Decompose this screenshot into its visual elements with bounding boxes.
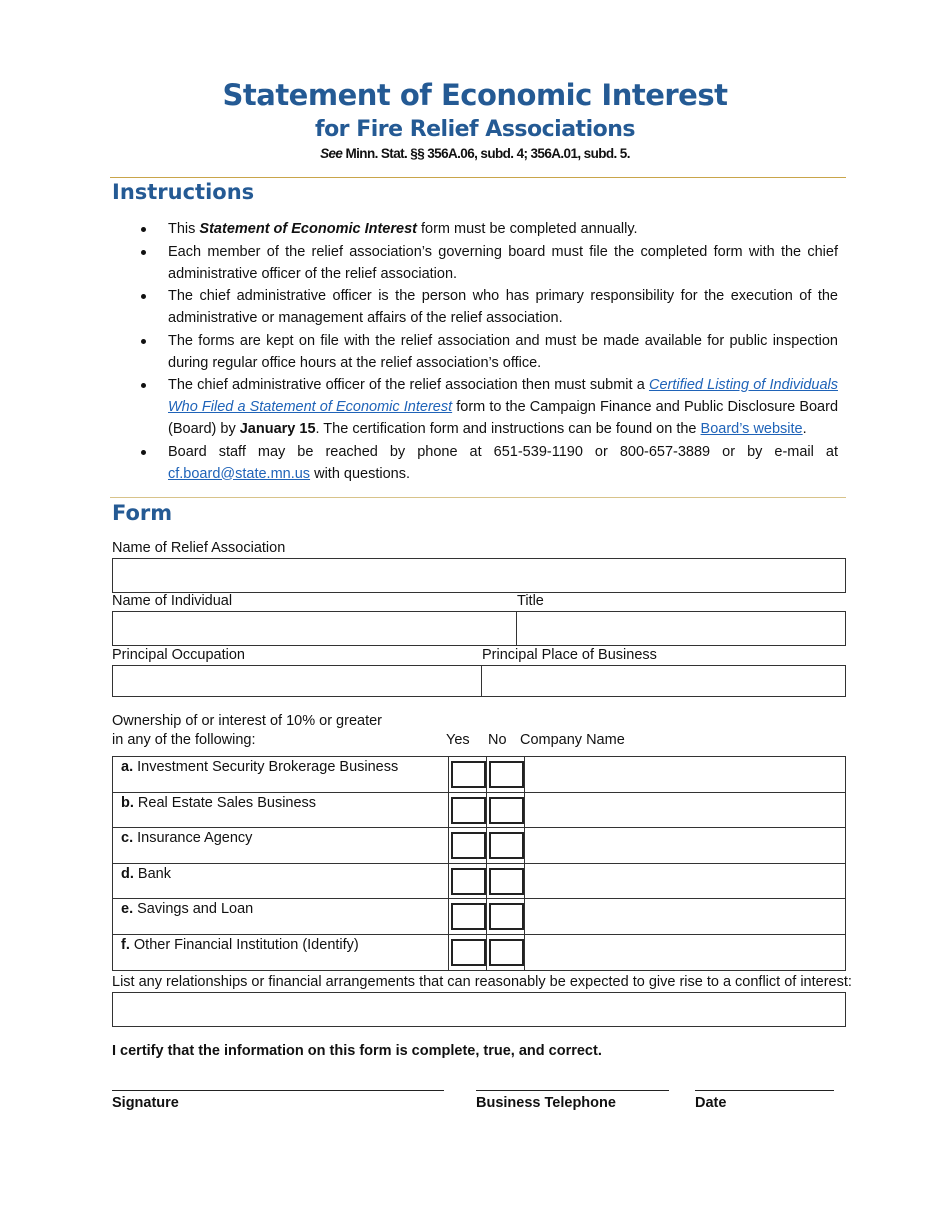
- statute-citation: [0, 146, 950, 161]
- yes-cell: [449, 757, 487, 793]
- row-label: [113, 757, 449, 793]
- title-label: Title: [517, 593, 544, 609]
- item-text: Board staff may be reached by phone at 651-539-1190 or 800-657-3889 or by e-mail at: [168, 443, 838, 460]
- row-letter: c.: [121, 830, 134, 847]
- list-item: [112, 218, 838, 240]
- conflict-of-interest-field[interactable]: [112, 992, 846, 1027]
- document-subtitle: for Fire Relief Associations: [315, 117, 635, 142]
- citation-text: Minn. Stat. §§ 356A.06, subd. 4; 356A.01, subd. 5.: [342, 146, 630, 161]
- row-label: [113, 934, 449, 970]
- bullet-icon: [141, 450, 146, 455]
- item-text: .: [802, 421, 807, 437]
- relief-association-field[interactable]: [112, 558, 846, 593]
- row-letter: a.: [121, 759, 134, 775]
- no-checkbox[interactable]: [489, 797, 524, 824]
- row-text: Investment Security Brokerage Business: [133, 759, 399, 775]
- no-checkbox[interactable]: [489, 832, 524, 859]
- form-name-emphasis: Statement of Economic Interest: [199, 221, 417, 237]
- date-line[interactable]: [695, 1090, 834, 1091]
- item-text: with questions.: [310, 465, 411, 482]
- no-column-header: No: [488, 732, 507, 748]
- list-item: [112, 441, 838, 485]
- list-item: [112, 374, 838, 440]
- row-text: Insurance Agency: [133, 830, 253, 847]
- bullet-icon: [141, 339, 146, 344]
- ownership-label-line1: Ownership of or interest of 10% or greater: [112, 713, 382, 729]
- row-label: [113, 863, 449, 899]
- yes-checkbox[interactable]: [451, 761, 486, 788]
- telephone-label: Business Telephone: [476, 1095, 616, 1111]
- no-checkbox[interactable]: [489, 903, 524, 930]
- row-text: Savings and Loan: [133, 901, 254, 918]
- company-name-field[interactable]: [525, 934, 846, 970]
- row-label: [113, 828, 449, 864]
- yes-column-header: Yes: [446, 732, 470, 748]
- document-title: Statement of Economic Interest: [222, 78, 728, 112]
- item-text: The chief administrative officer of the relief association then must submit a: [168, 377, 649, 393]
- certification-statement: I certify that the information on this form is complete, true, and correct.: [112, 1043, 602, 1059]
- yes-checkbox[interactable]: [451, 797, 486, 824]
- occupation-field[interactable]: [112, 665, 483, 697]
- no-cell: [487, 757, 525, 793]
- company-name-field[interactable]: [525, 792, 846, 828]
- list-item: [112, 285, 838, 329]
- telephone-line[interactable]: [476, 1090, 669, 1091]
- item-text: The forms are kept on file with the relief association and must be made available for public inspection during regular office hours at the relief association’s office.: [168, 332, 838, 371]
- title-field[interactable]: [516, 611, 846, 646]
- row-label: [113, 792, 449, 828]
- date-label: Date: [695, 1095, 727, 1111]
- yes-checkbox[interactable]: [451, 832, 486, 859]
- company-name-field[interactable]: [525, 757, 846, 793]
- individual-label: Name of Individual: [112, 593, 233, 609]
- bullet-icon: [141, 383, 146, 388]
- no-cell: [487, 828, 525, 864]
- instructions-heading: Instructions: [112, 180, 255, 204]
- no-checkbox[interactable]: [489, 939, 524, 966]
- conflict-of-interest-label: List any relationships or financial arrangements that can reasonably be expected to give rise to a conflict of interest:: [112, 974, 852, 990]
- yes-checkbox[interactable]: [451, 903, 486, 930]
- email-link[interactable]: cf.board@state.mn.us: [168, 465, 311, 482]
- yes-cell: [449, 934, 487, 970]
- item-text: Each member of the relief association’s governing board must file the completed form with the chief administrative officer of the relief association.: [168, 243, 838, 282]
- no-cell: [487, 863, 525, 899]
- no-cell: [487, 934, 525, 970]
- place-of-business-field[interactable]: [481, 665, 846, 697]
- table-row: [113, 792, 846, 828]
- citation-prefix: See: [320, 146, 343, 161]
- list-item: [112, 241, 838, 285]
- company-name-field[interactable]: [525, 863, 846, 899]
- item-text: . The certification form and instructions can be found on the: [315, 421, 701, 437]
- no-cell: [487, 899, 525, 935]
- no-cell: [487, 792, 525, 828]
- yes-checkbox[interactable]: [451, 868, 486, 895]
- signature-line[interactable]: [112, 1090, 444, 1091]
- bullet-icon: [141, 294, 146, 299]
- row-text: Bank: [133, 865, 171, 882]
- yes-cell: [449, 899, 487, 935]
- row-letter: f.: [121, 936, 130, 953]
- company-name-field[interactable]: [525, 899, 846, 935]
- ownership-table: [112, 756, 846, 971]
- instructions-list: [112, 218, 838, 485]
- table-row: [113, 899, 846, 935]
- bullet-icon: [141, 250, 146, 255]
- no-checkbox[interactable]: [489, 761, 524, 788]
- yes-cell: [449, 792, 487, 828]
- occupation-label: Principal Occupation: [112, 647, 245, 663]
- row-letter: b.: [121, 794, 134, 811]
- no-checkbox[interactable]: [489, 868, 524, 895]
- item-text: form to the Campaign Finance and Public Disclosure Board (Board) by: [168, 399, 839, 437]
- bullet-icon: [141, 227, 146, 232]
- ownership-label-line2: in any of the following:: [112, 732, 256, 748]
- item-text: The chief administrative officer is the person who has primary responsibility for the execution of the administrative or management affairs of the relief association.: [168, 288, 838, 326]
- table-row: [113, 828, 846, 864]
- board-website-link[interactable]: Board’s website: [700, 421, 803, 437]
- yes-cell: [449, 828, 487, 864]
- relief-association-label: Name of Relief Association: [112, 540, 286, 556]
- company-name-column-header: Company Name: [520, 732, 625, 748]
- individual-name-field[interactable]: [112, 611, 518, 646]
- row-text: Real Estate Sales Business: [133, 794, 317, 811]
- row-letter: e.: [121, 901, 134, 918]
- table-row: [113, 934, 846, 970]
- item-text: form must be completed annually.: [416, 221, 638, 237]
- form-heading: Form: [112, 501, 173, 525]
- table-row: [113, 757, 846, 793]
- row-text: Other Financial Institution (Identify): [129, 936, 359, 953]
- row-letter: d.: [121, 865, 134, 882]
- section-divider: [110, 497, 846, 498]
- deadline-date: January 15: [239, 421, 316, 437]
- yes-cell: [449, 863, 487, 899]
- yes-checkbox[interactable]: [451, 939, 486, 966]
- list-item: [112, 330, 838, 374]
- table-row: [113, 863, 846, 899]
- signature-label: Signature: [112, 1095, 179, 1111]
- row-label: [113, 899, 449, 935]
- company-name-field[interactable]: [525, 828, 846, 864]
- header-divider: [110, 177, 846, 178]
- certified-listing-link[interactable]: Certified Listing of Individuals Who Filed a Statement of Economic Interest: [168, 377, 838, 415]
- item-text: This: [168, 221, 200, 237]
- place-of-business-label: Principal Place of Business: [482, 647, 657, 663]
